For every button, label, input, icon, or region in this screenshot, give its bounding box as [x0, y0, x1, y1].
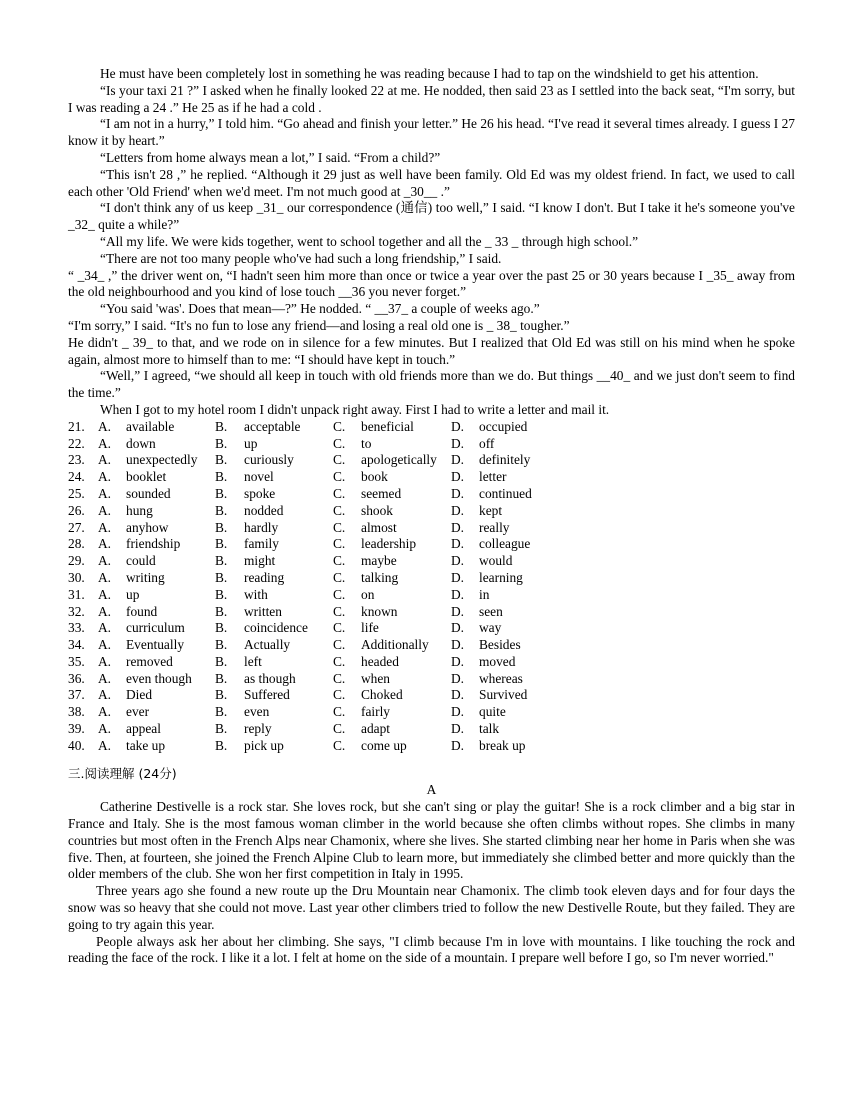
question-number: 26. — [68, 502, 85, 518]
option-row — [68, 637, 795, 654]
option-text: talking — [361, 569, 399, 585]
option-text: leadership — [361, 536, 417, 552]
question-number: 29. — [68, 553, 85, 569]
option-text: hardly — [244, 519, 279, 535]
option-text: nodded — [244, 502, 284, 518]
option-letter: A. — [98, 502, 112, 518]
option-letter: A. — [98, 704, 112, 720]
option-letter: C. — [333, 721, 346, 737]
option-letter: B. — [215, 637, 228, 653]
option-letter: B. — [215, 586, 228, 602]
option-letter: A. — [98, 637, 112, 653]
option-text: pick up — [244, 737, 284, 753]
option-letter: A. — [98, 620, 112, 636]
option-text: whereas — [479, 670, 523, 686]
option-text: life — [361, 620, 379, 636]
question-number: 31. — [68, 586, 85, 602]
option-letter: B. — [215, 721, 228, 737]
option-text: way — [479, 620, 502, 636]
option-text: might — [244, 553, 276, 569]
option-letter: A. — [98, 586, 112, 602]
option-letter: A. — [98, 452, 112, 468]
option-text: seemed — [361, 485, 402, 501]
option-text: learning — [479, 569, 523, 585]
story-paragraph: “You said 'was'. Does that mean—?” He nodded. “ __37_ a couple of weeks ago.” — [100, 301, 540, 317]
question-number: 28. — [68, 536, 85, 552]
option-text: come up — [361, 737, 407, 753]
option-text: to — [361, 435, 372, 451]
option-text: Suffered — [244, 687, 290, 703]
option-row — [68, 536, 795, 553]
option-letter: C. — [333, 435, 346, 451]
option-letter: B. — [215, 737, 228, 753]
option-letter: A. — [98, 418, 112, 434]
option-text: apologetically — [361, 452, 437, 468]
option-letter: C. — [333, 586, 346, 602]
question-number: 37. — [68, 687, 85, 703]
option-text: take up — [126, 737, 166, 753]
option-text: would — [479, 553, 513, 569]
option-text: could — [126, 553, 156, 569]
option-letter: C. — [333, 536, 346, 552]
option-text: booklet — [126, 469, 167, 485]
cloze-story — [68, 66, 795, 419]
passage-a — [68, 799, 795, 967]
option-row — [68, 687, 795, 704]
option-letter: B. — [215, 418, 228, 434]
option-letter: A. — [98, 469, 112, 485]
option-text: maybe — [361, 553, 397, 569]
option-text: continued — [479, 485, 532, 501]
option-text: shook — [361, 502, 393, 518]
option-text: even though — [126, 670, 192, 686]
option-letter: C. — [333, 670, 346, 686]
question-number: 34. — [68, 637, 85, 653]
option-letter: C. — [333, 502, 346, 518]
option-letter: D. — [451, 653, 465, 669]
option-row — [68, 721, 795, 738]
option-text: adapt — [361, 721, 390, 737]
option-text: as though — [244, 670, 296, 686]
option-text: reading — [244, 569, 285, 585]
option-text: colleague — [479, 536, 531, 552]
option-letter: A. — [98, 519, 112, 535]
option-letter: C. — [333, 485, 346, 501]
option-letter: D. — [451, 485, 465, 501]
passage-paragraph: People always ask her about her climbing. She says, "I climb because I'm in love with mountains. I like touching the rock and reading the face of the rock. I like it a lot. I felt at home on the side of a mountain. I prepare well before I go, so I'm never worried." — [68, 933, 795, 966]
option-text: seen — [479, 603, 503, 619]
option-text: Besides — [479, 637, 521, 653]
exam-page — [68, 66, 795, 967]
option-letter: D. — [451, 553, 465, 569]
option-text: headed — [361, 653, 399, 669]
question-number: 32. — [68, 603, 85, 619]
option-row — [68, 469, 795, 486]
option-text: acceptable — [244, 418, 301, 434]
story-paragraph: He must have been completely lost in something he was reading because I had to tap on the windshield to get his attention. — [100, 66, 759, 81]
option-letter: C. — [333, 569, 346, 585]
option-text: found — [126, 603, 158, 619]
option-letter: C. — [333, 704, 346, 720]
option-letter: B. — [215, 687, 228, 703]
option-text: curriculum — [126, 620, 185, 636]
option-letter: C. — [333, 620, 346, 636]
option-text: reply — [244, 721, 272, 737]
option-text: beneficial — [361, 418, 414, 434]
option-text: with — [244, 586, 268, 602]
question-number: 21. — [68, 418, 85, 434]
option-letter: B. — [215, 603, 228, 619]
question-number: 33. — [68, 620, 85, 636]
option-text: break up — [479, 737, 526, 753]
question-number: 24. — [68, 469, 85, 485]
option-text: Choked — [361, 687, 403, 703]
option-letter: B. — [215, 653, 228, 669]
option-text: removed — [126, 653, 173, 669]
story-paragraph: “All my life. We were kids together, went to school together and all the _ 33 _ through high school.” — [100, 233, 639, 249]
option-letter: C. — [333, 687, 346, 703]
option-letter: D. — [451, 569, 465, 585]
option-letter: B. — [215, 452, 228, 468]
option-text: up — [126, 586, 140, 602]
option-text: talk — [479, 721, 500, 737]
option-letter: A. — [98, 687, 112, 703]
option-letter: B. — [215, 435, 228, 451]
question-number: 40. — [68, 737, 85, 753]
option-row — [68, 654, 795, 671]
option-letter: D. — [451, 452, 465, 468]
question-number: 23. — [68, 452, 85, 468]
option-text: kept — [479, 502, 503, 518]
option-letter: A. — [98, 485, 112, 501]
option-text: sounded — [126, 485, 171, 501]
option-text: off — [479, 435, 495, 451]
option-row — [68, 419, 795, 436]
option-letter: C. — [333, 519, 346, 535]
option-letter: A. — [98, 536, 112, 552]
story-paragraph: “There are not too many people who've had such a long friendship,” I said. — [100, 250, 502, 266]
option-text: fairly — [361, 704, 390, 720]
option-text: in — [479, 586, 490, 602]
option-letter: A. — [98, 737, 112, 753]
story-paragraph: “Letters from home always mean a lot,” I said. “From a child?” — [100, 149, 441, 165]
option-letter: B. — [215, 485, 228, 501]
option-letter: D. — [451, 704, 465, 720]
option-letter: C. — [333, 603, 346, 619]
option-letter: C. — [333, 553, 346, 569]
option-row — [68, 620, 795, 637]
option-row — [68, 671, 795, 688]
option-letter: D. — [451, 620, 465, 636]
question-number: 36. — [68, 670, 85, 686]
option-text: quite — [479, 704, 506, 720]
story-paragraph: “ _34_ ,” the driver went on, “I hadn't seen him more than once or twice a year over the past 25 or 30 years because I _35_ away from the old neighbourhood and you kind of lose touch __36 you never forget.” — [68, 267, 795, 300]
option-text: curiously — [244, 452, 294, 468]
option-letter: C. — [333, 637, 346, 653]
story-paragraph: “This isn't 28 ,” he replied. “Although it 29 just as well have been family. Old Ed was my oldest friend. In fact, we used to call each other 'Old Friend' when we'd meet. I'm not much good at _30__ .” — [68, 166, 795, 199]
option-row — [68, 520, 795, 537]
option-text: appeal — [126, 721, 161, 737]
option-text: almost — [361, 519, 397, 535]
section-title: 三.阅读理解 (24分) — [68, 765, 177, 781]
option-letter: A. — [98, 553, 112, 569]
option-letter: D. — [451, 536, 465, 552]
option-letter: B. — [215, 704, 228, 720]
passage-label: A — [426, 782, 437, 798]
option-row — [68, 738, 795, 755]
option-letter: A. — [98, 435, 112, 451]
option-text: really — [479, 519, 510, 535]
option-letter: A. — [98, 721, 112, 737]
question-number: 38. — [68, 704, 85, 720]
option-row — [68, 486, 795, 503]
option-letter: C. — [333, 737, 346, 753]
question-number: 39. — [68, 721, 85, 737]
option-text: written — [244, 603, 282, 619]
option-letter: D. — [451, 435, 465, 451]
option-letter: B. — [215, 502, 228, 518]
question-number: 25. — [68, 485, 85, 501]
option-letter: B. — [215, 569, 228, 585]
option-text: friendship — [126, 536, 181, 552]
option-letter: C. — [333, 653, 346, 669]
option-row — [68, 570, 795, 587]
option-text: even — [244, 704, 270, 720]
option-row — [68, 452, 795, 469]
option-letter: B. — [215, 536, 228, 552]
question-number: 27. — [68, 519, 85, 535]
passage-paragraph: Three years ago she found a new route up the Dru Mountain near Chamonix. The climb took eleven days and for four days the snow was so heavy that she could not move. Last year other climbers tried to follow the new Destivelle Route, but they failed. They are going to try again this year. — [68, 883, 795, 932]
option-text: anyhow — [126, 519, 169, 535]
option-text: left — [244, 653, 262, 669]
option-letter: D. — [451, 502, 465, 518]
option-text: up — [244, 435, 258, 451]
option-text: family — [244, 536, 279, 552]
option-text: when — [361, 670, 391, 686]
option-text: book — [361, 469, 388, 485]
option-letter: C. — [333, 469, 346, 485]
story-paragraph: “I'm sorry,” I said. “It's no fun to lose any friend—and losing a real old one is _ 38_ tougher.” — [68, 317, 570, 333]
passage-paragraph: Catherine Destivelle is a rock star. She loves rock, but she can't sing or play the guitar! She is a rock climber and a big star in France and Italy. She is the most famous woman climber in the world because she often climbs without ropes. She climbs in many countries but most often in the French Alps near Chamonix, where she lives. She started climbing near her home in Paris when she was five. Then, at fourteen, she joined the French Alpine Club to learn more, but immediately she climbed better and more quickly than the older members of the club. She won her first competition in Italy in 1995. — [68, 799, 795, 882]
answer-options — [68, 419, 795, 755]
story-paragraph: “I don't think any of us keep _31_ our correspondence (通信) too well,” I said. “I know I don't. But I take it he's someone you've _32_ quite a while?” — [68, 200, 795, 233]
option-text: down — [126, 435, 156, 451]
option-text: Eventually — [126, 637, 185, 653]
option-row — [68, 503, 795, 520]
option-letter: D. — [451, 418, 465, 434]
story-paragraph: “I am not in a hurry,” I told him. “Go ahead and finish your letter.” He 26 his head. “I've read it several times already. I guess I 27 know it by heart.” — [68, 116, 795, 149]
question-number: 30. — [68, 569, 85, 585]
option-letter: A. — [98, 569, 112, 585]
option-text: letter — [479, 469, 507, 485]
option-letter: B. — [215, 553, 228, 569]
option-letter: D. — [451, 687, 465, 703]
option-text: writing — [126, 569, 165, 585]
option-letter: A. — [98, 670, 112, 686]
option-text: unexpectedly — [126, 452, 198, 468]
option-row — [68, 553, 795, 570]
option-text: occupied — [479, 418, 528, 434]
question-number: 22. — [68, 435, 85, 451]
option-letter: C. — [333, 452, 346, 468]
option-text: Actually — [244, 637, 291, 653]
option-text: novel — [244, 469, 274, 485]
option-row — [68, 604, 795, 621]
option-text: coincidence — [244, 620, 308, 636]
option-letter: D. — [451, 721, 465, 737]
option-row — [68, 436, 795, 453]
option-letter: D. — [451, 670, 465, 686]
option-letter: A. — [98, 603, 112, 619]
option-text: ever — [126, 704, 150, 720]
option-text: hung — [126, 502, 153, 518]
option-text: Additionally — [361, 637, 429, 653]
option-text: spoke — [244, 485, 276, 501]
option-row — [68, 704, 795, 721]
option-letter: D. — [451, 469, 465, 485]
option-letter: B. — [215, 620, 228, 636]
option-letter: D. — [451, 519, 465, 535]
option-letter: B. — [215, 670, 228, 686]
story-paragraph: He didn't _ 39_ to that, and we rode on in silence for a few minutes. But I realized that Old Ed was still on his mind when he spoke again, almost more to himself than to me: “I should have kept in touch.” — [68, 334, 795, 367]
option-text: definitely — [479, 452, 531, 468]
option-text: Survived — [479, 687, 528, 703]
option-letter: B. — [215, 469, 228, 485]
story-paragraph: “Is your taxi 21 ?” I asked when he finally looked 22 at me. He nodded, then said 23 as I settled into the back seat, “I'm sorry, but I was reading a 24 .” He 25 as if he had a cold . — [68, 82, 795, 115]
option-text: Died — [126, 687, 153, 703]
option-text: available — [126, 418, 175, 434]
option-text: moved — [479, 653, 516, 669]
story-paragraph: When I got to my hotel room I didn't unpack right away. First I had to write a letter and mail it. — [100, 401, 610, 417]
option-letter: D. — [451, 737, 465, 753]
option-text: on — [361, 586, 375, 602]
option-letter: C. — [333, 418, 346, 434]
option-row — [68, 587, 795, 604]
story-paragraph: “Well,” I agreed, “we should all keep in touch with old friends more than we do. But things __40_ and we just don't seem to find the time.” — [68, 368, 795, 401]
option-letter: D. — [451, 637, 465, 653]
option-letter: D. — [451, 603, 465, 619]
question-number: 35. — [68, 653, 85, 669]
option-letter: D. — [451, 586, 465, 602]
option-letter: A. — [98, 653, 112, 669]
option-letter: B. — [215, 519, 228, 535]
option-text: known — [361, 603, 398, 619]
